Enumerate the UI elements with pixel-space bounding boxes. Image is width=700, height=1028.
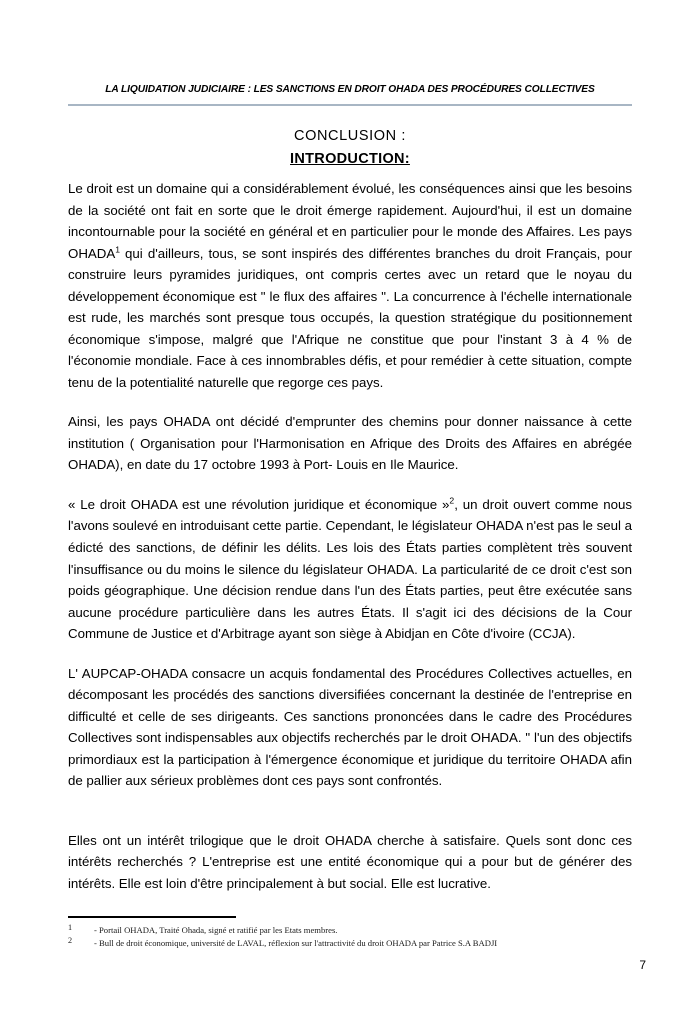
- page-number: 7: [639, 958, 646, 972]
- paragraph-4-text: L' AUPCAP-OHADA consacre un acquis fondamental des Procédures Collectives actuelles, en décomposant les procédés des sanctions diversifiées concernant la destinée de l'entreprise en difficulté et celle de ses dirigeants. Ces sanctions prononcées dans le cadre des Procédures Collectives sont indispensables aux objectifs recherchés par le droit OHADA. " l'un des objectifs primordiaux est la participation à l'émergence économique et juridique du territoire OHADA afin de pallier aux sérieux problèmes dont ces pays sont confrontés.: [68, 665, 632, 789]
- paragraph-2: [68, 411, 632, 476]
- footnote-area: [68, 916, 632, 950]
- footnote-marker-1[interactable]: 1: [115, 244, 120, 255]
- paragraph-3-text-before: « Le droit OHADA est une révolution juridique et économique »: [68, 496, 450, 512]
- introduction-heading: INTRODUCTION:: [290, 151, 410, 168]
- paragraph-3-text-after: , un droit ouvert comme nous l'avons soulevé en introduisant cette partie. Cependant, le législateur OHADA n'est pas le seul a édicté des sanctions, de définir les délits. Les lois des États parties complètent très souvent l'insuffisance ou du moins le silence du législateur OHADA. La particularité de ce droit c'est son poids géographique. Une décision rendue dans l'un des États parties, peut être exécutée sans aucune procédure particulière dans les autres États. Il s'agit ici des décisions de la Cour Commune de Justice et d'Arbitrage ayant son siège à Abidjan en Côte d'ivoire (CCJA).: [68, 496, 632, 642]
- footnote-1: [68, 924, 632, 937]
- paragraph-2-text: Ainsi, les pays OHADA ont décidé d'emprunter des chemins pour donner naissance à cette institution ( Organisation pour l'Harmonisation en Afrique des Droits des Affaires en abrégée OHADA), en date du 17 octobre 1993 à Port- Louis en Ile Maurice.: [68, 414, 632, 473]
- paragraph-3: [68, 494, 632, 645]
- paragraph-1-text-before: Le droit est un domaine qui a considérablement évolué, les conséquences ainsi que les besoins de la société ont fait en sorte que le droit émerge rapidement. Aujourd'hui, il est un domaine incontournable pour la société en général et en particulier pour le monde des Affaires. Les pays OHADA: [68, 181, 632, 261]
- running-header-text: LA LIQUIDATION JUDICIAIRE : LES SANCTIONS EN DROIT OHADA DES PROCÉDURES COLLECTIVES: [105, 84, 595, 95]
- title-block: [68, 126, 632, 170]
- footnote-1-text: - Portail OHADA, Traité Ohada, signé et ratifié par les Etats membres.: [94, 924, 338, 935]
- footnote-2-number: 2: [68, 935, 73, 945]
- header-divider: [68, 104, 632, 106]
- footnote-2: [68, 937, 632, 950]
- paragraph-5: [68, 830, 632, 895]
- document-body: [68, 178, 632, 912]
- footnote-2-text: - Bull de droit économique, université de LAVAL, réflexion sur l'attractivité du droit OHADA par Patrice S.A BADJI: [94, 937, 498, 948]
- paragraph-5-text: Elles ont un intérêt trilogique que le droit OHADA cherche à satisfaire. Quels sont donc ces intérêts recherchés ? L'entreprise est une entité économique qui a pour but de générer des intérêts. Elle est loin d'être principalement à but social. Elle est lucrative.: [68, 832, 632, 891]
- conclusion-heading: CONCLUSION :: [294, 128, 406, 144]
- running-header: [68, 84, 632, 106]
- paragraph-4: [68, 663, 632, 792]
- footnote-marker-2[interactable]: 2: [449, 495, 455, 506]
- footnote-1-number: 1: [68, 922, 73, 932]
- footnote-divider: [68, 916, 236, 918]
- paragraph-1: [68, 178, 632, 393]
- paragraph-1-text-after: qui d'ailleurs, tous, se sont inspirés des différentes branches du droit Français, pour construire leurs pyramides juridiques, ont compris certes avec un retard que le noyau du développement économique est " le flux des affaires ". La concurrence à l'échelle internationale est rude, les marchés sont presque tous occupés, la question stratégique du positionnement économique s'impose, malgré que l'Afrique ne constitue que pour l'instant 3 à 4 % de l'économie mondiale. Face à ces innombrables défis, et pour remédier à cette situation, compte tenu de la potentialité naturelle que regorge ces pays.: [68, 245, 632, 390]
